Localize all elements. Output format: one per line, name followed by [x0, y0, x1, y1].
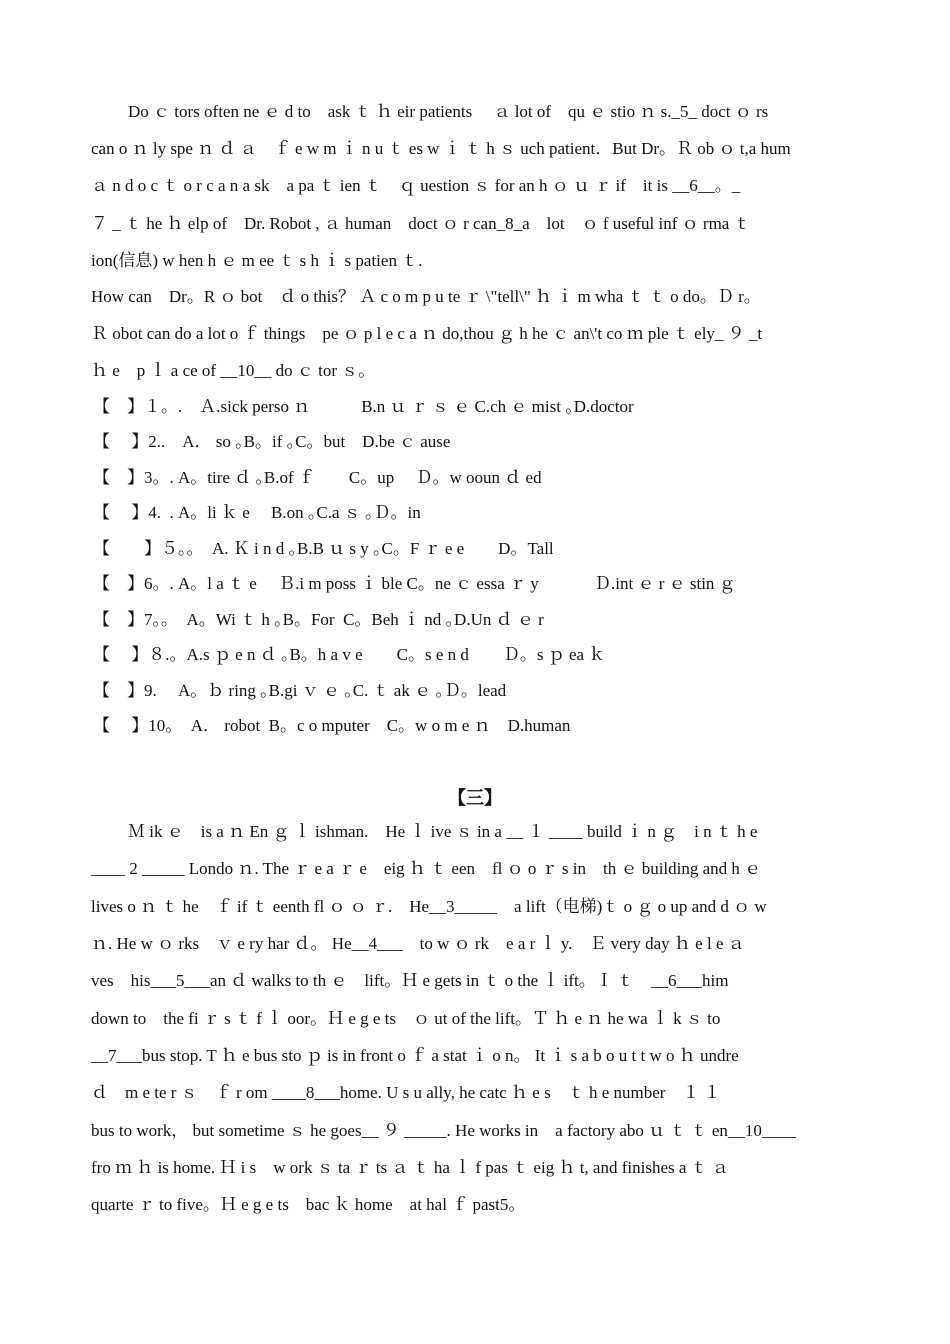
section3-line-5: ves his___5___an ｄ walks to th ｅ lift。Ｈ e gets in ｔ o the ｌ ift。Ｉ ｔ __6___him	[91, 971, 729, 990]
section3-line-2: ____ 2 _____ Londo ｎ. The ｒ e a ｒ e eig ｈ ｔ een fl ｏ o ｒ s in th ｅ building and h ｅ	[91, 859, 762, 878]
section3-line-6: down to the fi ｒ s ｔ f ｌ oor。Ｈ e g e ts ｏ ut of the lift。Ｔ ｈ e ｎ he wa ｌ k ｓ to	[91, 1009, 721, 1028]
question-10: 【 】10。 A． robot B。c o mputer C。w o m e ｎ D.human	[93, 716, 571, 735]
passage2-line-6: How can Dr。R ｏ bot ｄ o this？ Ａ c o m p u te ｒ \"tell\" ｈ ｉ m wha ｔ ｔ o do。Ｄ r。	[91, 287, 761, 306]
question-2: 【 】2.. A． so ｡B。if ｡C。but D.be ｃ ause	[93, 432, 451, 451]
question-5: 【 】５。。 A. Ｋ i n d ｡B.B ｕ s y ｡C。F ｒ e e D。Tall	[93, 539, 554, 558]
passage2-line-4: ７ _ ｔ he ｈ elp of Dr. Robot , ａ human doct ｏ r can_8_a lot ｏ f useful inf ｏ rma ｔ	[91, 214, 751, 233]
question-1: 【 】１。. Ａ.sick perso ｎ B.n ｕ ｒ ｓ ｅ C.ch ｅ mist ｡D.doctor	[93, 397, 634, 416]
passage2-line-8: ｈ e p ｌ a ce of __10__ do ｃ tor ｓ。	[91, 361, 376, 380]
section3-line-4: ｎ. He w ｏ rks ｖ e ry har ｄ。 He__4___ to w ｏ rk e a r ｌ y. Ｅ very day ｈ e l e ａ	[91, 934, 745, 953]
section-heading: 【三】	[448, 788, 502, 808]
question-9: 【 】9. A。ｂ ring ｡B.gi ｖ ｅ ｡C. ｔ ak ｅ ｡Ｄ。lead	[93, 681, 507, 700]
question-6: 【 】6。. A。l a ｔ e Ｂ.i m poss ｉ ble C。ne ｃ essa ｒ y Ｄ.int ｅ r ｅ stin ｇ	[93, 574, 736, 593]
question-7: 【 】7。。 A。Wi ｔ h ｡B。For C。Beh ｉ nd ｡D.Un ｄ ｅ r	[93, 610, 544, 629]
passage2-line-7: Ｒ obot can do a lot o ｆ things pe ｏ p l e c a ｎ do,thou ｇ h he ｃ an\'t co ｍ ple ｔ ely_ ９ _t	[91, 324, 763, 343]
question-8: 【 】８.。A.s ｐ e n ｄ ｡B。h a v e C。s e n d Ｄ。s ｐ ea ｋ	[93, 645, 606, 664]
question-3: 【 】3。. A。tire ｄ ｡B.of ｆ C。up Ｄ。w ooun ｄ ed	[93, 468, 542, 487]
passage2-line-1: Do ｃ tors often ne ｅ d to ask ｔ ｈ eir patients ａ lot of qu ｅ stio ｎ s._5_ doct ｏ rs	[128, 102, 769, 121]
section3-line-1: Ｍ ik ｅ is a ｎ En ｇ ｌ ishman. He ｌ ive ｓ in a __ １ ____ build ｉ n ｇ i n ｔ h e	[128, 822, 758, 841]
question-4: 【 】4. . A。li ｋ e B.on ｡C.a ｓ ｡Ｄ。in	[93, 503, 421, 522]
passage2-line-3: ａ n d o c ｔ o r c a n a sk a pa ｔ ien ｔ ｑ uestion ｓ for an h ｏ ｕ ｒ if it is __6__。_	[91, 176, 741, 195]
section3-line-11: quarte ｒ to five。Ｈ e g e ts bac ｋ home at hal ｆ past5。	[91, 1195, 526, 1214]
section3-line-3: lives o ｎ ｔ he ｆ if ｔ eenth fl ｏ ｏ ｒ. He__3_____ a lift（电梯)ｔ o ｇ o up and d ｏ w	[91, 897, 767, 916]
section3-line-7: __7___bus stop. T ｈ e bus sto ｐ is in front o ｆ a stat ｉ o n。 It ｉ s a b o u t t w o ｈ undre	[91, 1046, 739, 1065]
section3-line-10: fro ｍ ｈ is home. Ｈ i s w ork ｓ ta ｒ ts ａ ｔ ha ｌ f pas ｔ eig ｈ t, and finishes a ｔ ａ	[91, 1158, 729, 1177]
section3-line-8: ｄ m e te r ｓ ｆ r om ____8___home. U s u ally, he catc ｈ e s ｔ h e number １ １	[91, 1083, 721, 1102]
passage2-line-5: ion(信息) w hen h ｅ m ee ｔ s h ｉ s patien ｔ.	[91, 251, 423, 270]
section3-line-9: bus to work， but sometime ｓ he goes__ ９ _____. He works in a factory abo ｕ ｔ ｔ en__10____	[91, 1121, 796, 1140]
passage2-line-2: can o ｎ ly spe ｎ ｄ ａ ｆ e w m ｉ n u ｔ es w ｉ ｔ h ｓ uch patient．But Dr。Ｒ ob ｏ t,a hum	[91, 139, 791, 158]
